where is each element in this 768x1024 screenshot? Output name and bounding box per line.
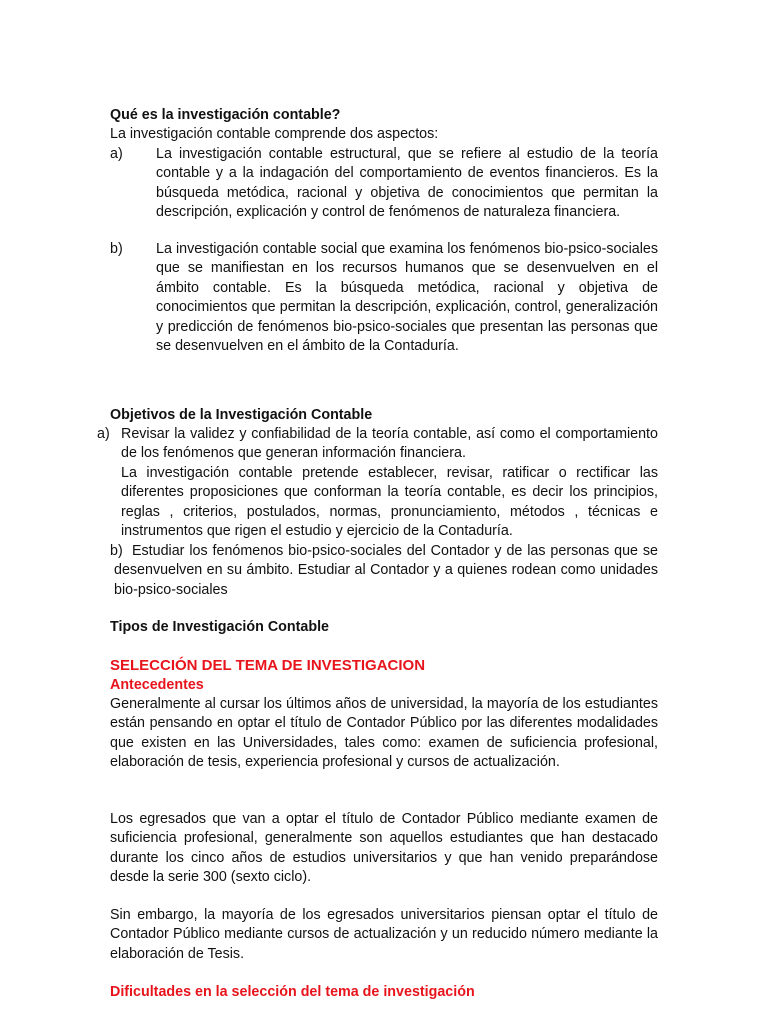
- list-item-text: La investigación contable social que examina los fenómenos bio-psico-sociales que se manifiestan en los recursos humanos que se desenvuelven en el ámbito contable. Es la búsqueda metódica, racional y objetiva de conocimientos que permitan la descripción, explicación, control, generalización y predicción de fenómenos bio-psico-sociales que presentan las personas que se desenvuelven en el ámbito de la Contaduría.: [156, 241, 658, 355]
- list-item: [110, 240, 658, 356]
- objective-a-text: Revisar la validez y confiabilidad de la teoría contable, así como el comportamiento de los fenómenos que generan información financiera.: [121, 426, 658, 462]
- section-title-que-es: Qué es la investigación contable?: [110, 107, 341, 123]
- paragraph: Sin embargo, la mayoría de los egresados universitarios piensan optar el título de Contador Público mediante cursos de actualización y un reducido número mediante la elaboración de Tesis.: [110, 907, 658, 962]
- paragraph: Los egresados que van a optar el título de Contador Público mediante examen de suficiencia profesional, generalmente son aquellos estudiantes que han destacado durante los cinco años de estudios universitarios y que han venido preparándose desde la serie 300 (sexto ciclo).: [110, 811, 658, 886]
- section-title-tipos: Tipos de Investigación Contable: [110, 619, 329, 635]
- list-marker: b): [110, 543, 123, 559]
- section-intro: La investigación contable comprende dos aspectos:: [110, 126, 439, 142]
- objective-a: [97, 425, 658, 541]
- list-item: [110, 145, 658, 223]
- list-marker: b): [110, 241, 123, 257]
- list-marker: a): [97, 426, 110, 442]
- subtitle-antecedentes: Antecedentes: [110, 677, 204, 693]
- objective-b: [110, 542, 658, 600]
- objective-b-text-inner: Estudiar los fenómenos bio-psico-sociales del Contador y de las personas que se desenvuelven en su ámbito. Estudiar al Contador y a quienes rodean como unidades bio-psico-sociales: [114, 543, 658, 598]
- objective-b-text: [110, 542, 658, 600]
- section-title-seleccion: SELECCIÓN DEL TEMA DE INVESTIGACION: [110, 657, 426, 674]
- objective-a-paragraph: La investigación contable pretende establecer, revisar, ratificar o rectificar las diferentes proposiciones que conforman la teoría contable, es decir los principios, reglas , criterios, postulados, normas, pronunciamiento, métodos , técnicas e instrumentos que rigen el estudio y ejercicio de la Contaduría.: [121, 464, 658, 540]
- heading-dificultades: Dificultades en la selección del tema de investigación: [110, 984, 475, 1000]
- list-marker: a): [110, 146, 123, 162]
- section-title-objetivos: Objetivos de la Investigación Contable: [110, 407, 373, 423]
- paragraph: Generalmente al cursar los últimos años de universidad, la mayoría de los estudiantes están pensando en optar el título de Contador Público por las diferentes modalidades que existen en las Universidades, tales como: examen de suficiencia profesional, elaboración de tesis, experiencia profesional y cursos de actualización.: [110, 696, 658, 771]
- list-item-text: La investigación contable estructural, que se refiere al estudio de la teoría contable y a la indagación del comportamiento de eventos financieros. Es la búsqueda metódica, racional y objetiva de conocimientos que permitan la descripción, explicación y control de fenómenos de naturaleza financiera.: [156, 146, 658, 221]
